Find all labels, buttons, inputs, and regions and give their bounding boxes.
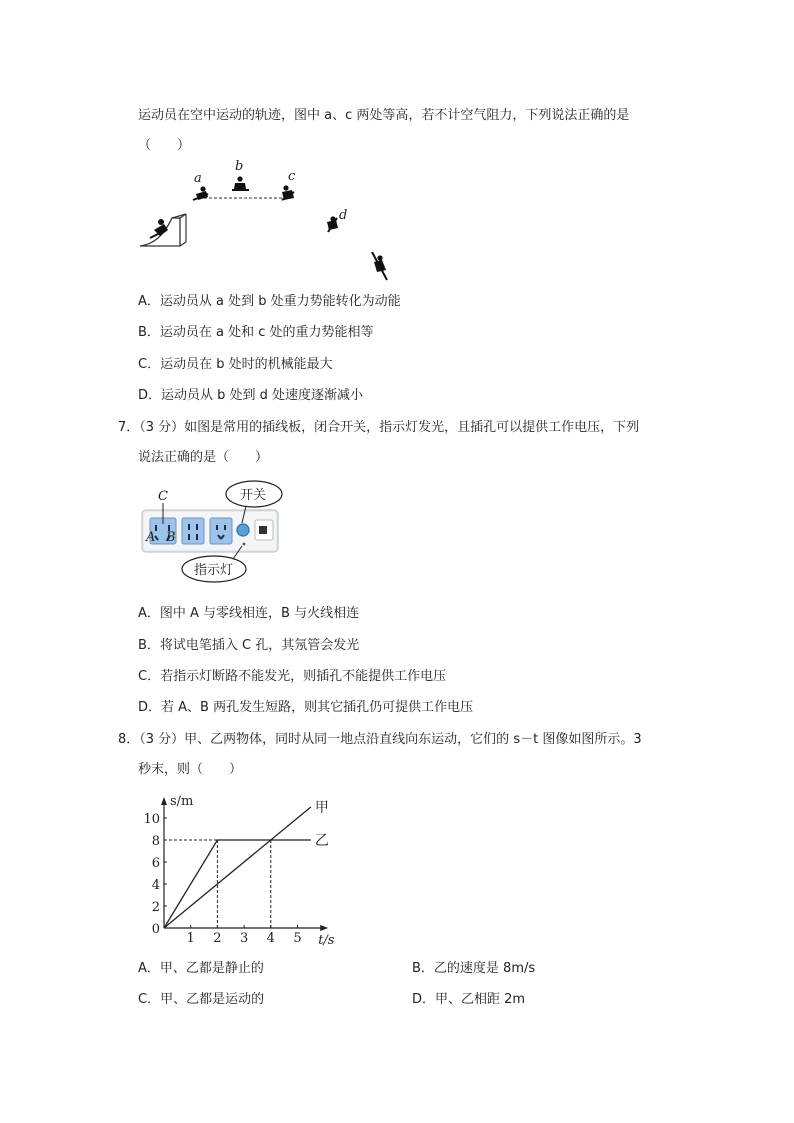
q8-line1: （3 分）甲、乙两物体，同时从同一地点沿直线向东运动，它们的 s－t 图像如图所示。3: [139, 732, 642, 747]
skier-d-icon: [327, 216, 338, 232]
y-tick-label-5: 10: [143, 812, 160, 827]
q7-option-a[interactable]: A．图中 A 与零线相连，B 与火线相连: [138, 606, 360, 621]
y-tick-label-4: 8: [151, 834, 160, 849]
socket-2: [182, 518, 204, 544]
q8-option-d[interactable]: D．甲、乙相距 2m: [412, 992, 526, 1007]
q7-stem-line1: [118, 416, 639, 435]
label-c-hole: C: [158, 489, 168, 504]
q6-figure: [136, 156, 396, 286]
q8-stem-line1: [118, 728, 642, 747]
q6-option-c[interactable]: C．运动员在 b 处时的机械能最大: [138, 357, 333, 372]
q8-option-c[interactable]: C．甲、乙都是运动的: [138, 992, 265, 1007]
y-axis-arrow: [161, 797, 167, 805]
q6-stem-line2: （ ）: [138, 138, 191, 153]
x-tick-label-3: 4: [266, 931, 275, 946]
q8-option-a[interactable]: A．甲、乙都是静止的: [138, 961, 264, 976]
q6-stem-line1: 运动员在空中运动的轨迹，图中 a、c 两处等高，若不计空气阻力，下列说法正确的是: [138, 108, 630, 123]
q7-option-b[interactable]: B．将试电笔插入 C 孔，其氖管会发光: [138, 638, 360, 653]
q7-power-strip-figure: [138, 478, 288, 588]
y-tick-label-2: 4: [151, 878, 160, 893]
skier-on-ramp-icon: [150, 219, 168, 238]
label-indicator: 指示灯: [194, 563, 234, 578]
q7-line1: （3 分）如图是常用的插线板，闭合开关，指示灯发光，且插孔可以提供工作电压，下列: [139, 420, 640, 435]
label-b-hole: B: [166, 530, 176, 545]
q6-option-a[interactable]: A．运动员从 a 处到 b 处重力势能转化为动能: [138, 294, 401, 309]
x-axis-arrow: [320, 925, 328, 931]
q7-stem-line2: 说法正确的是（ ）: [138, 450, 269, 465]
x-tick-label-1: 2: [213, 931, 222, 946]
q8-st-graph: [140, 780, 360, 950]
label-c: c: [288, 169, 296, 184]
x-tick-label-4: 5: [293, 931, 302, 946]
label-d: d: [339, 208, 348, 223]
q7-number: 7．: [118, 420, 140, 435]
label-b: b: [235, 159, 244, 174]
skier-b-icon: [232, 176, 249, 190]
q7-option-c[interactable]: C．若指示灯断路不能发光，则插孔不能提供工作电压: [138, 669, 447, 684]
label-a-hole: A: [146, 530, 156, 545]
x-tick-label-0: 1: [186, 931, 195, 946]
q8-stem-line2: 秒末，则（ ）: [138, 762, 243, 777]
q8-option-b[interactable]: B．乙的速度是 8m/s: [412, 961, 536, 976]
skier-c-icon: [282, 185, 294, 200]
label-switch: 开关: [240, 488, 267, 503]
y-tick-label-1: 2: [151, 900, 160, 915]
y-axis-label: s/m: [170, 794, 194, 809]
series-label-0: 甲: [314, 800, 329, 816]
indicator-light: [243, 543, 246, 546]
switch-button: [237, 524, 249, 536]
skier-landing-icon: [372, 252, 387, 280]
series-line-1: [164, 840, 311, 928]
q7-option-d[interactable]: D．若 A、B 两孔发生短路，则其它插孔仍可提供工作电压: [138, 700, 474, 715]
y-tick-label-3: 6: [151, 856, 160, 871]
socket-3: [210, 518, 232, 544]
q6-option-d[interactable]: D．运动员从 b 处到 d 处速度逐渐减小: [138, 388, 364, 403]
q6-option-b[interactable]: B．运动员在 a 处和 c 处的重力势能相等: [138, 325, 374, 340]
series-line-0: [164, 807, 311, 928]
series-label-1: 乙: [314, 833, 329, 849]
label-a: a: [194, 171, 202, 186]
q8-number: 8．: [118, 732, 140, 747]
x-axis-label: t/s: [318, 933, 335, 948]
y-tick-label-0: 0: [151, 922, 160, 937]
x-tick-label-2: 3: [239, 931, 249, 946]
